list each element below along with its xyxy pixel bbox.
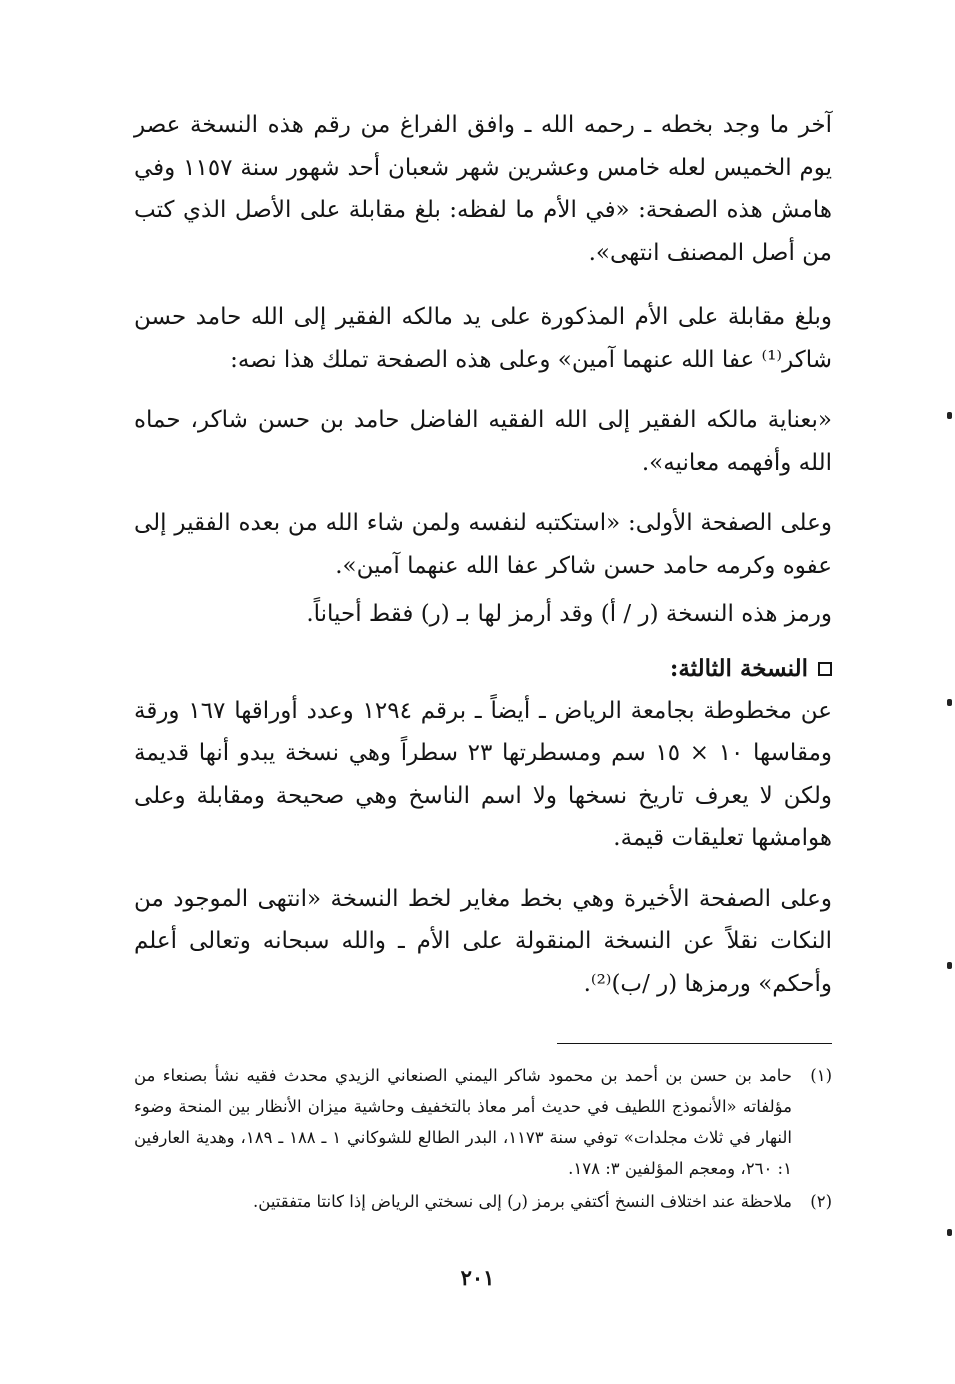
footnote-number: (١) [810, 1066, 832, 1085]
footnote-separator [557, 1043, 832, 1044]
paragraph-collation: وبلغ مقابلة على الأم المذكورة على يد مالكه الفقير إلى الله حامد حسن شاكر⁽¹⁾ عفا الله عنهما آمين» وعلى هذه الصفحة تملك هذا نصه: [134, 304, 832, 373]
footnotes [134, 1060, 832, 1217]
footnote-item [134, 1060, 832, 1184]
paragraph-first-page: وعلى الصفحة الأولى: «استكتبه لنفسه ولمن شاء الله من بعده الفقير إلى عفوه وكرمه حامد حسن شاكر عفا الله عنهما آمين». [134, 510, 832, 579]
margin-mark [947, 412, 952, 419]
square-bullet-icon [818, 662, 832, 676]
page-number: ٢٠١ [460, 1265, 495, 1290]
footnote-text: ملاحظة عند اختلاف النسخ أكتفي برمز (ر) إلى نسختي الرياض إذا كانتا متفقتين. [253, 1192, 792, 1211]
paragraph-third-manuscript: عن مخطوطة بجامعة الرياض ـ أيضاً ـ برقم ١٢٩٤ وعدد أوراقها ١٦٧ ورقة ومقاسها ١٠ × ١٥ سم ومسطرتها ٢٣ سطراً وهي نسخة يبدو أنها قديمة ولكن لا يعرف تاريخ نسخها ولا اسم الناسخ وهي صحيحة ومقابلة وعلى هوامشها تعليقات قيمة. [134, 697, 833, 851]
footnote-item [134, 1186, 832, 1217]
footnote-number: (٢) [810, 1192, 832, 1211]
section-heading-text: النسخة الثالثة: [669, 654, 808, 682]
paragraph-manuscript-symbol: ورمز هذه النسخة (ر / أ) وقد أرمز لها بـ (ر) فقط أحياناً. [306, 601, 832, 627]
paragraph-last-page: وعلى الصفحة الأخيرة وهي بخط مغاير لخط النسخة «انتهى الموجود من النكات نقلاً عن النسخة المنقولة على الأم ـ والله سبحانه وتعالى أعلم وأحكم» ورمزها (ر /ب)⁽²⁾. [134, 885, 832, 997]
margin-mark [947, 962, 952, 969]
footnote-text: حامد بن حسن بن أحمد بن محمود شاكر اليمني الصنعاني الزيدي محدث فقيه نشأ بصنعاء من مؤلفاته «الأنموذج اللطيف في حديث أمر معاذ بالتخفيف وحاشية ميزان الأنظار بين المنحة وضوء النهار في ثلاث مجلدات» توفي سنة ١١٧٣، البدر الطالع للشوكاني ١ ـ ١٨٨ ـ ١٨٩، وهدية العارفين ١: ٢٦٠، ومعجم المؤلفين ٣: ١٧٨. [134, 1066, 793, 1178]
margin-mark [947, 699, 952, 706]
section-heading [134, 648, 832, 690]
margin-mark [947, 1229, 952, 1236]
paragraph-colophon: آخر ما وجد بخطه ـ رحمه الله ـ وافق الفراغ من رقم هذه النسخة عصر يوم الخميس لعله خامس وعشرين شهر شعبان أحد شهور سنة ١١٥٧ وفي هامش هذه الصفحة: «في الأم ما لفظه: بلغ مقابلة على الأصل الذي كتب من أصل المصنف انتهى». [134, 112, 832, 266]
page-body [134, 96, 832, 1217]
paragraph-ownership-quote: «بعناية مالكه الفقير إلى الله الفقيه الفاضل حامد بن حسن شاكر، حماه الله وأفهمه معانيه». [134, 407, 832, 476]
